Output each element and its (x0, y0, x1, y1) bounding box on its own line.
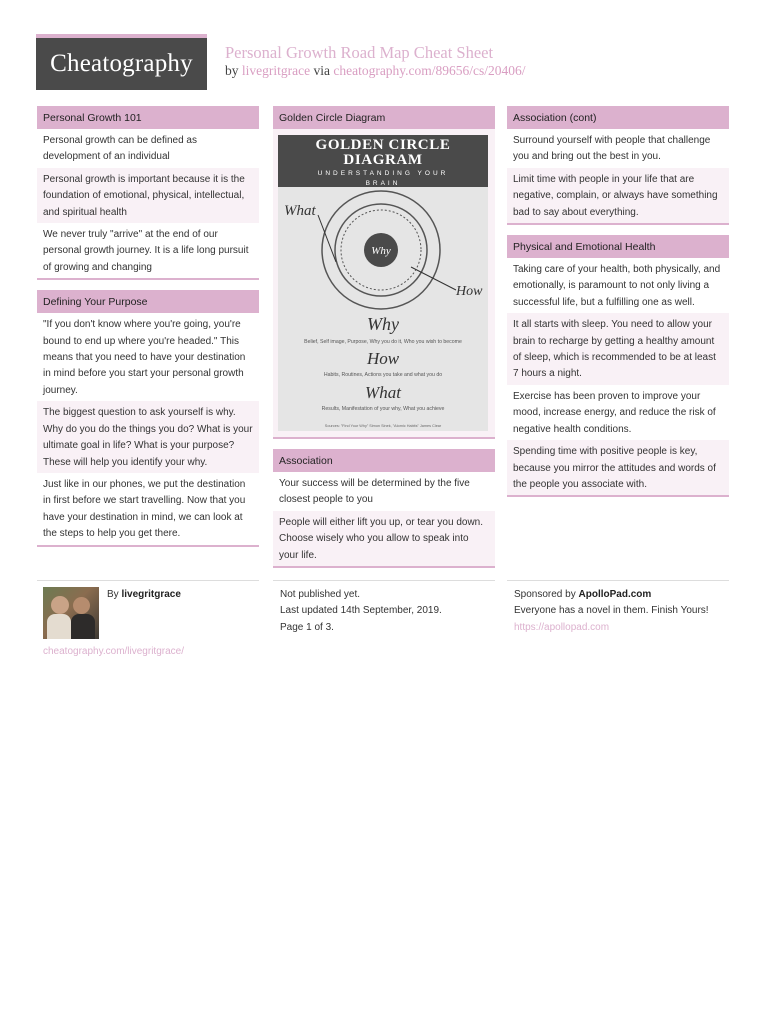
list-item: Your success will be determined by the five closest people to you (273, 472, 495, 511)
list-item: "If you don't know where you're going, you're bound to end up where you're headed." This means that you need to have your destination in mind before you start your personal growth journey. (37, 313, 259, 401)
author-avatar[interactable] (43, 587, 99, 639)
diagram-wrapper (273, 129, 495, 437)
footer-author-name[interactable]: livegritgrace (121, 589, 181, 600)
by-prefix: by (225, 63, 239, 78)
page-title: Personal Growth Road Map Cheat Sheet (225, 43, 494, 62)
what-label: What (284, 203, 316, 219)
list-item: Limit time with people in your life that are negative, complain, or always have something bad to say about everything. (507, 168, 729, 223)
box-association (273, 449, 495, 568)
sponsor-url[interactable]: https://apollopad.com (514, 621, 610, 633)
list-item: The biggest question to ask yourself is why. Why do you do the things you do? What is your ultimate goal in life? What is your purpose? These will help you identify your why. (37, 401, 259, 473)
how-label: How (456, 284, 483, 299)
last-updated: Last updated 14th September, 2019. (280, 605, 442, 617)
footer-divider (507, 580, 729, 581)
list-item: Spending time with positive people is key, because you mirror the attitudes and words of the people you associate with. (507, 440, 729, 495)
list-item: We never truly "arrive" at the end of our personal growth journey. It is a life long pursuit of growing and changing (37, 223, 259, 278)
footer-by-label: By (107, 589, 119, 600)
box-association-cont (507, 106, 729, 225)
box-title: Association (273, 449, 495, 472)
footer-sponsor (514, 587, 714, 636)
sponsored-label: Sponsored by (514, 589, 576, 600)
list-item: Personal growth is important because it is the foundation of emotional, physical, intellectual, and spiritual health (37, 168, 259, 223)
golden-circle-graphic (278, 187, 488, 431)
page-number: Page 1 of 3. (280, 621, 334, 633)
footer-divider (37, 580, 259, 581)
cheatography-logo[interactable] (36, 34, 207, 90)
list-item: Taking care of your health, both physically, and emotionally, is paramount to not only living a successful life, but a fulfilling one as well. (507, 258, 729, 313)
column-3 (507, 106, 729, 507)
list-item: Personal growth can be defined as development of an individual (37, 129, 259, 168)
author-link[interactable]: livegritgrace (241, 63, 311, 78)
what-pointer (318, 215, 336, 262)
published-status: Not published yet. (280, 589, 361, 600)
sponsor-text: Everyone has a novel in them. Finish Yours! (514, 605, 709, 617)
box-title: Personal Growth 101 (37, 106, 259, 129)
diagram-title-line1: GOLDEN CIRCLE (315, 137, 451, 153)
footer-divider (273, 580, 495, 581)
golden-circle-diagram-image (278, 135, 488, 431)
box-physical-emotional-health (507, 235, 729, 497)
byline (225, 63, 526, 79)
why-heading: Why (367, 314, 399, 334)
logo-text: Cheatography (50, 50, 193, 77)
how-heading: How (366, 349, 400, 368)
list-item: It all starts with sleep. You need to allow your brain to recharge by getting a healthy amount of sleep, which is recommended to be at least 7 hours a night. (507, 313, 729, 385)
what-text: Results, Manifestation of your why, What you achieve (321, 406, 445, 412)
footer-author-url[interactable]: cheatography.com/livegritgrace/ (43, 646, 184, 657)
box-title: Physical and Emotional Health (507, 235, 729, 258)
box-title: Golden Circle Diagram (273, 106, 495, 129)
footer-author (107, 587, 181, 603)
box-title: Association (cont) (507, 106, 729, 129)
column-1 (37, 106, 259, 557)
diagram-subtitle-line2: BRAIN (365, 180, 401, 187)
sponsor-name[interactable]: ApolloPad.com (578, 589, 652, 600)
footer-meta (280, 587, 442, 636)
list-item: People will either lift you up, or tear you down. Choose wisely who you allow to speak into your life. (273, 511, 495, 566)
diagram-header (278, 135, 488, 187)
diagram-title-line2: DIAGRAM (343, 152, 423, 168)
column-2 (273, 106, 495, 578)
diagram-subtitle-line1: UNDERSTANDING YOUR (317, 170, 449, 177)
how-text: Habits, Routines, Actions you take and what you do (323, 372, 443, 378)
list-item: Surround yourself with people that challenge you and bring out the best in you. (507, 129, 729, 168)
why-text: Belief, Self image, Purpose, Why you do it, Who you wish to become (304, 339, 462, 345)
sheet-url-link[interactable]: cheatography.com/89656/cs/20406/ (333, 63, 526, 78)
box-defining-your-purpose (37, 290, 259, 546)
list-item: Just like in our phones, we put the destination in first before we start travelling. Now that you have your destination in mind, we can look at the steps to help you get there. (37, 473, 259, 545)
diagram-source: Sources: "Find Your Why" Simon Sinek, "Atomic Habits" James Clear (324, 424, 442, 428)
box-personal-growth-101 (37, 106, 259, 280)
box-title: Defining Your Purpose (37, 290, 259, 313)
what-heading: What (365, 383, 401, 402)
list-item: Exercise has been proven to improve your mood, increase energy, and reduce the risk of negative health conditions. (507, 385, 729, 440)
box-golden-circle-diagram (273, 106, 495, 439)
center-why-label: Why (371, 245, 391, 257)
via-word: via (313, 63, 330, 78)
